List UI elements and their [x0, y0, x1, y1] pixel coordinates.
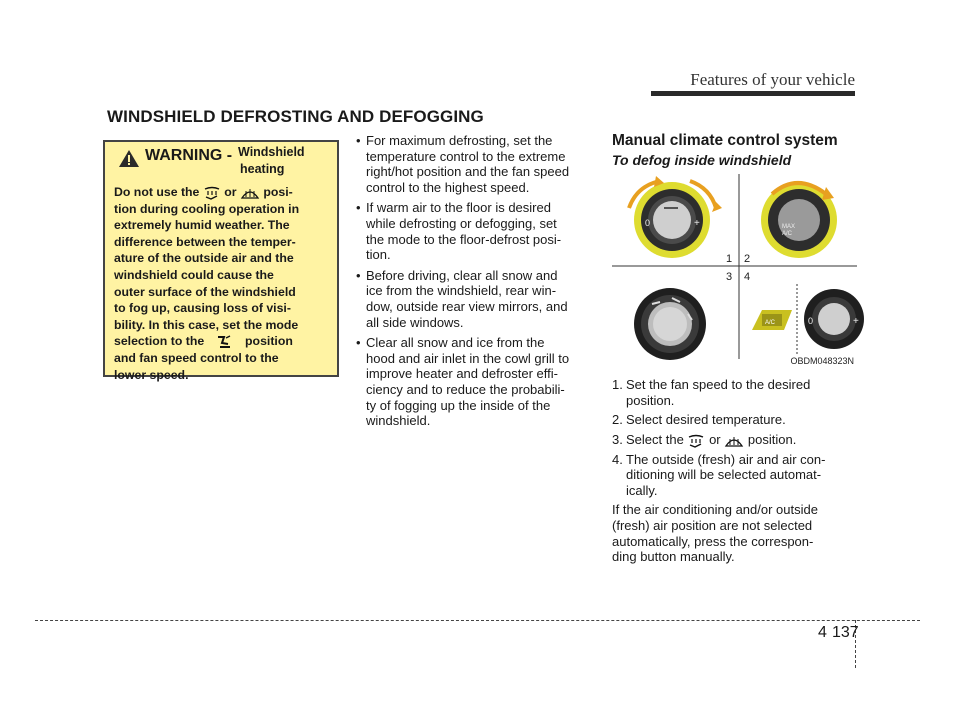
footer-rule — [35, 620, 920, 621]
ac-button-label: A/C — [765, 320, 776, 327]
list-item: • Clear all snow and ice from the hood and air inlet in the cowl grill to improve heater and defroster effi- ciency and to reduce the probabili- ty of fogging up the inside of the windshield. — [352, 335, 602, 429]
defrost-icon — [240, 186, 260, 200]
temperature-knob — [761, 182, 837, 258]
section-title: WINDSHIELD DEFROSTING AND DEFOGGING — [107, 107, 484, 126]
subsection-heading: Manual climate control system — [612, 132, 838, 149]
running-header: Features of your vehicle — [690, 70, 855, 89]
warning-line: and fan speed control to the — [114, 350, 279, 365]
climate-control-figure — [612, 174, 857, 369]
chapter-number: 4 — [818, 624, 827, 641]
climate-control-photo — [612, 174, 857, 369]
list-item: • If warm air to the floor is desired while defrosting or defogging, set the mode to the floor-defrost posi- tion. — [352, 200, 602, 262]
list-item: 3. Select the or position. — [612, 431, 797, 447]
warning-triangle-icon — [119, 150, 139, 167]
manual-note: If the air conditioning and/or outside (fresh) air position are not selected automatically, press the correspon- ding button manually. — [612, 502, 818, 565]
fan-zero-label: 0 — [645, 218, 651, 229]
max-label: MAX — [782, 224, 796, 231]
floor-defrost-icon — [208, 335, 242, 349]
page-number: 137 — [832, 624, 859, 641]
list-item: • Before driving, clear all snow and ice from the windshield, rear win- dow, outside rear view mirrors, and all side windows. — [352, 268, 602, 330]
figure-code: OBDM048323N — [790, 356, 854, 367]
list-item: 1. Set the fan speed to the desired position. — [612, 377, 811, 408]
warning-line: selection to the position — [114, 334, 293, 349]
quadrant-label: 3 — [726, 271, 733, 284]
warning-body — [114, 184, 335, 383]
manual-climate-column — [612, 133, 858, 565]
warning-subtitle: Windshield — [238, 145, 305, 159]
warning-line: bility. In this case, set the mode — [114, 317, 299, 332]
quadrant-label: 1 — [726, 253, 733, 266]
warning-line: difference between the temper- — [114, 234, 296, 249]
list-item: 2. Select desired temperature. — [612, 412, 786, 428]
warning-line: lower speed. — [114, 367, 189, 382]
warning-line: tion during cooling operation in — [114, 201, 300, 216]
warning-label: WARNING - — [145, 147, 233, 164]
fan-plus-label-small: + — [853, 316, 859, 328]
warning-line: to fog up, causing loss of visi- — [114, 301, 291, 316]
list-item: • For maximum defrosting, set the temperature control to the extreme right/hot position and the fan speed control to the highest speed. — [352, 133, 602, 195]
warning-line: windshield could cause the — [114, 267, 274, 282]
warning-subtitle-2: heating — [240, 162, 285, 176]
warning-box — [103, 140, 339, 382]
defrost-icon — [724, 434, 744, 448]
defog-mode-icon — [203, 186, 221, 200]
warning-line: Do not use the or posi- — [114, 185, 293, 199]
header-rule — [651, 91, 855, 96]
quadrant-label: 2 — [744, 253, 751, 266]
tips-column — [352, 133, 602, 434]
defog-mode-icon — [687, 434, 705, 448]
procedure-steps — [612, 377, 858, 498]
warning-line: ature of the outside air and the — [114, 251, 294, 266]
mode-knob — [634, 288, 706, 360]
warning-line: extremely humid weather. The — [114, 218, 290, 233]
list-item: 4. The outside (fresh) air and air con- ditioning will be selected automat- ically. — [612, 451, 826, 498]
procedure-heading: To defog inside windshield — [612, 151, 792, 168]
fan-zero-label-small: 0 — [808, 316, 814, 327]
ac-label: A/C — [782, 231, 793, 238]
fan-plus-label: + — [694, 218, 700, 230]
quadrant-label: 4 — [744, 271, 751, 284]
warning-line: outer surface of the windshield — [114, 284, 296, 299]
